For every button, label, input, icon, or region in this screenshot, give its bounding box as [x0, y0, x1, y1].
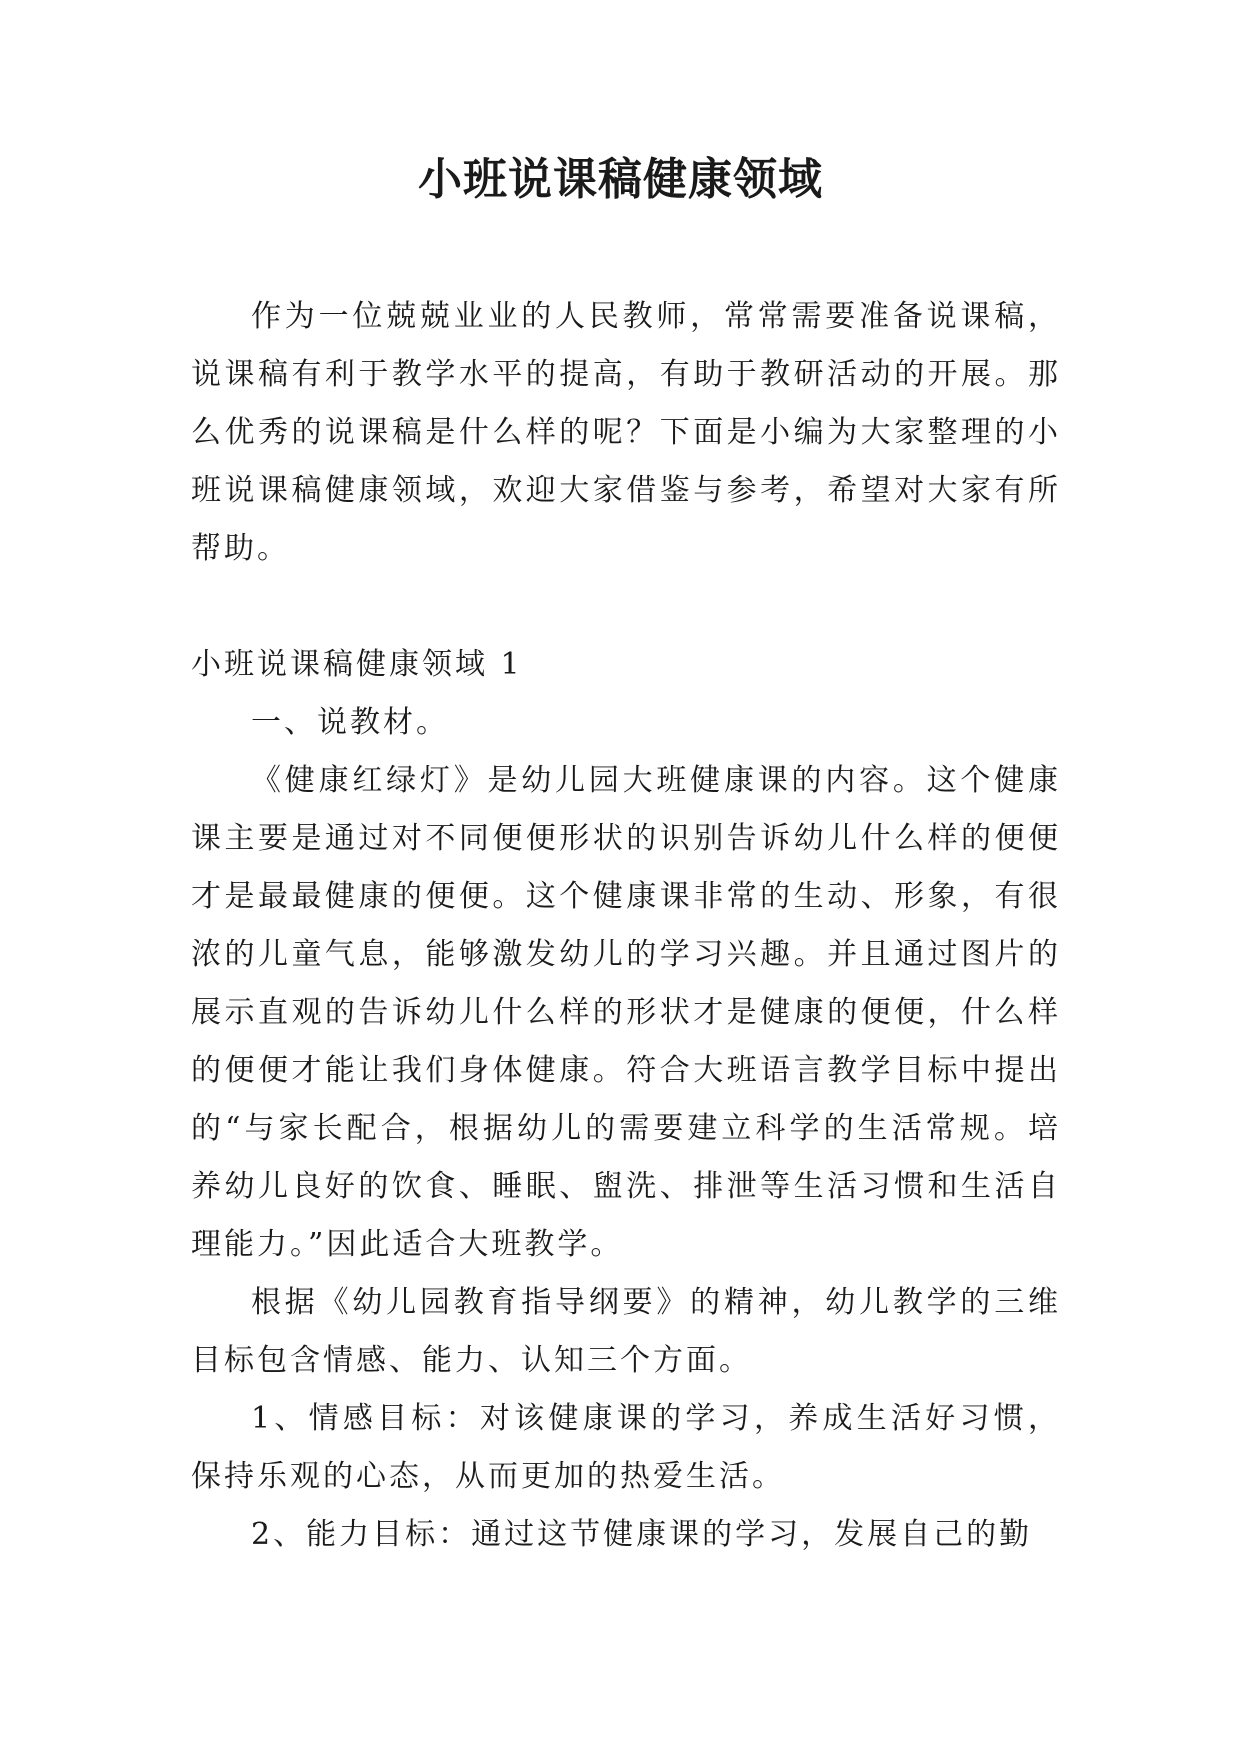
document-body: [191, 288, 1061, 1564]
body-paragraph: 2、能力目标：通过这节健康课的学习，发展自己的勤: [251, 1517, 1033, 1552]
body-paragraph: 根据《幼儿园教育指导纲要》的精神，幼儿教学的三维目标包含情感、能力、认知三个方面。: [191, 1285, 1061, 1378]
body-paragraph: 《健康红绿灯》是幼儿园大班健康课的内容。这个健康课主要是通过对不同便便形状的识别告诉幼儿什么样的便便才是最最健康的便便。这个健康课非常的生动、形象，有很浓的儿童气息，能够激发幼儿的学习兴趣。并且通过图片的展示直观的告诉幼儿什么样的形状才是健康的便便，什么样的便便才能让我们身体健康。符合大班语言教学目标中提出的“与家长配合，根据幼儿的需要建立科学的生活常规。培养幼儿良好的饮食、睡眠、盥洗、排泄等生活习惯和生活自理能力。”因此适合大班教学。: [191, 763, 1061, 1262]
intro-paragraph: 作为一位兢兢业业的人民教师，常常需要准备说课稿，说课稿有利于教学水平的提高，有助于教研活动的开展。那么优秀的说课稿是什么样的呢？下面是小编为大家整理的小班说课稿健康领域，欢迎大家借鉴与参考，希望对大家有所帮助。: [191, 299, 1061, 566]
document-title: 小班说课稿健康领域: [418, 154, 823, 205]
body-paragraph: 一、说教材。: [251, 705, 449, 740]
section-heading: 小班说课稿健康领域 1: [191, 647, 523, 682]
body-paragraph: 1、情感目标：对该健康课的学习，养成生活好习惯，保持乐观的心态，从而更加的热爱生活。: [191, 1401, 1061, 1494]
paragraph-spacer: [191, 578, 1061, 636]
